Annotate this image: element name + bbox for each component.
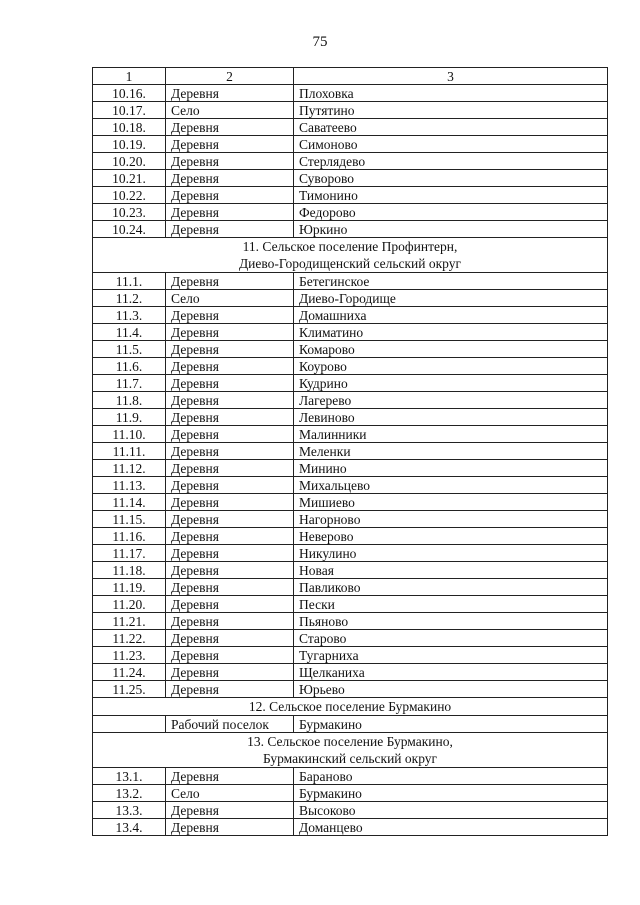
- settlement-name: Левиново: [294, 409, 608, 426]
- row-number: 11.20.: [93, 596, 166, 613]
- settlement-type: Деревня: [166, 477, 294, 494]
- table-row: [93, 187, 608, 204]
- row-number: [93, 716, 166, 733]
- section-title: 12. Сельское поселение Бурмакино: [93, 698, 608, 716]
- row-number: 11.23.: [93, 647, 166, 664]
- settlement-type: Село: [166, 785, 294, 802]
- table-row: [93, 221, 608, 238]
- settlement-type: Деревня: [166, 358, 294, 375]
- settlement-type: Деревня: [166, 204, 294, 221]
- section-subheader: [93, 750, 608, 768]
- row-number: 11.6.: [93, 358, 166, 375]
- settlement-name: Плоховка: [294, 85, 608, 102]
- settlement-name: Лагерево: [294, 392, 608, 409]
- table-row: [93, 324, 608, 341]
- row-number: 11.8.: [93, 392, 166, 409]
- row-number: 11.15.: [93, 511, 166, 528]
- settlement-name: Доманцево: [294, 819, 608, 836]
- row-number: 10.20.: [93, 153, 166, 170]
- settlement-name: Бурмакино: [294, 785, 608, 802]
- table-row: [93, 819, 608, 836]
- settlement-name: Бараново: [294, 768, 608, 785]
- table-row: [93, 409, 608, 426]
- row-number: 11.25.: [93, 681, 166, 698]
- table-row: [93, 647, 608, 664]
- row-number: 11.16.: [93, 528, 166, 545]
- table-row: [93, 375, 608, 392]
- settlement-type: Деревня: [166, 170, 294, 187]
- row-number: 11.10.: [93, 426, 166, 443]
- settlement-name: Климатино: [294, 324, 608, 341]
- table-row: [93, 290, 608, 307]
- settlement-type: Село: [166, 102, 294, 119]
- settlement-name: Меленки: [294, 443, 608, 460]
- settlement-name: Путятино: [294, 102, 608, 119]
- settlement-name: Юркино: [294, 221, 608, 238]
- table-row: [93, 170, 608, 187]
- row-number: 11.9.: [93, 409, 166, 426]
- row-number: 10.21.: [93, 170, 166, 187]
- settlement-name: Тугарниха: [294, 647, 608, 664]
- settlement-type: Деревня: [166, 85, 294, 102]
- section-title: 13. Сельское поселение Бурмакино,: [93, 733, 608, 751]
- table-row: [93, 528, 608, 545]
- settlement-type: Деревня: [166, 562, 294, 579]
- table-row: [93, 802, 608, 819]
- settlement-name: Симоново: [294, 136, 608, 153]
- settlement-type: Деревня: [166, 409, 294, 426]
- row-number: 11.1.: [93, 273, 166, 290]
- settlement-type: Деревня: [166, 443, 294, 460]
- table-row: [93, 613, 608, 630]
- settlement-name: Михальцево: [294, 477, 608, 494]
- section-header: [93, 733, 608, 751]
- table-row: [93, 426, 608, 443]
- table-row: [93, 136, 608, 153]
- settlement-name: Малинники: [294, 426, 608, 443]
- settlement-type: Деревня: [166, 426, 294, 443]
- settlement-name: Саватеево: [294, 119, 608, 136]
- settlement-name: Бетегинское: [294, 273, 608, 290]
- settlement-name: Федорово: [294, 204, 608, 221]
- settlement-name: Суворово: [294, 170, 608, 187]
- settlement-name: Минино: [294, 460, 608, 477]
- table-row: [93, 545, 608, 562]
- settlements-table-body: [93, 68, 608, 836]
- table-row: [93, 204, 608, 221]
- column-header-2: 2: [166, 68, 294, 85]
- settlement-type: Деревня: [166, 802, 294, 819]
- table-row: [93, 477, 608, 494]
- table-row: [93, 307, 608, 324]
- table-row: [93, 511, 608, 528]
- settlement-name: Стерлядево: [294, 153, 608, 170]
- row-number: 11.19.: [93, 579, 166, 596]
- table-row: [93, 664, 608, 681]
- settlement-type: Деревня: [166, 494, 294, 511]
- row-number: 11.7.: [93, 375, 166, 392]
- settlement-name: Кудрино: [294, 375, 608, 392]
- row-number: 10.17.: [93, 102, 166, 119]
- settlement-name: Щелканиха: [294, 664, 608, 681]
- row-number: 13.1.: [93, 768, 166, 785]
- settlement-name: Диево-Городище: [294, 290, 608, 307]
- settlement-name: Коурово: [294, 358, 608, 375]
- row-number: 11.22.: [93, 630, 166, 647]
- table-row: [93, 443, 608, 460]
- table-row: [93, 596, 608, 613]
- settlement-type: Деревня: [166, 187, 294, 204]
- row-number: 10.16.: [93, 85, 166, 102]
- row-number: 10.24.: [93, 221, 166, 238]
- settlement-type: Деревня: [166, 768, 294, 785]
- row-number: 11.13.: [93, 477, 166, 494]
- settlement-name: Пески: [294, 596, 608, 613]
- row-number: 10.23.: [93, 204, 166, 221]
- table-row: [93, 85, 608, 102]
- row-number: 11.24.: [93, 664, 166, 681]
- settlement-name: Юрьево: [294, 681, 608, 698]
- settlement-type: Деревня: [166, 545, 294, 562]
- settlement-type: Деревня: [166, 153, 294, 170]
- table-row: [93, 716, 608, 733]
- table-row: [93, 341, 608, 358]
- settlement-type: Деревня: [166, 307, 294, 324]
- table-row: [93, 358, 608, 375]
- settlement-type: Деревня: [166, 221, 294, 238]
- section-header: [93, 238, 608, 256]
- table-header-row: [93, 68, 608, 85]
- section-subheader: [93, 255, 608, 273]
- table-row: [93, 562, 608, 579]
- settlement-type: Деревня: [166, 119, 294, 136]
- settlement-type: Деревня: [166, 613, 294, 630]
- section-title: 11. Сельское поселение Профинтерн,: [93, 238, 608, 256]
- settlement-type: Деревня: [166, 136, 294, 153]
- row-number: 11.3.: [93, 307, 166, 324]
- settlement-type: Деревня: [166, 324, 294, 341]
- settlement-type: Деревня: [166, 681, 294, 698]
- settlement-name: Бурмакино: [294, 716, 608, 733]
- table-row: [93, 392, 608, 409]
- settlements-table: [92, 67, 608, 836]
- table-row: [93, 119, 608, 136]
- section-header: [93, 698, 608, 716]
- settlement-name: Пьяново: [294, 613, 608, 630]
- page-number: 75: [312, 34, 328, 50]
- table-row: [93, 102, 608, 119]
- settlement-name: Мишиево: [294, 494, 608, 511]
- settlement-name: Павликово: [294, 579, 608, 596]
- row-number: 10.18.: [93, 119, 166, 136]
- row-number: 11.21.: [93, 613, 166, 630]
- settlement-type: Деревня: [166, 647, 294, 664]
- settlement-type: Деревня: [166, 630, 294, 647]
- settlement-type: Деревня: [166, 273, 294, 290]
- table-row: [93, 460, 608, 477]
- row-number: 11.14.: [93, 494, 166, 511]
- settlement-type: Деревня: [166, 819, 294, 836]
- table-row: [93, 768, 608, 785]
- table-row: [93, 153, 608, 170]
- settlement-name: Тимонино: [294, 187, 608, 204]
- row-number: 11.5.: [93, 341, 166, 358]
- settlement-name: Неверово: [294, 528, 608, 545]
- row-number: 11.12.: [93, 460, 166, 477]
- column-header-3: 3: [294, 68, 608, 85]
- row-number: 10.22.: [93, 187, 166, 204]
- settlement-name: Нагорново: [294, 511, 608, 528]
- row-number: 13.4.: [93, 819, 166, 836]
- settlement-type: Деревня: [166, 375, 294, 392]
- settlement-type: Деревня: [166, 664, 294, 681]
- settlement-type: Деревня: [166, 511, 294, 528]
- settlement-name: Старово: [294, 630, 608, 647]
- settlement-name: Комарово: [294, 341, 608, 358]
- row-number: 13.3.: [93, 802, 166, 819]
- settlement-type: Деревня: [166, 392, 294, 409]
- table-row: [93, 681, 608, 698]
- column-header-1: 1: [93, 68, 166, 85]
- row-number: 11.17.: [93, 545, 166, 562]
- table-row: [93, 579, 608, 596]
- section-subtitle: Диево-Городищенский сельский округ: [93, 255, 608, 273]
- settlement-type: Деревня: [166, 341, 294, 358]
- row-number: 10.19.: [93, 136, 166, 153]
- table-row: [93, 273, 608, 290]
- settlement-type: Деревня: [166, 460, 294, 477]
- settlement-type: Деревня: [166, 579, 294, 596]
- table-row: [93, 785, 608, 802]
- table-row: [93, 494, 608, 511]
- settlement-name: Высоково: [294, 802, 608, 819]
- row-number: 11.4.: [93, 324, 166, 341]
- settlement-type: Рабочий поселок: [166, 716, 294, 733]
- section-subtitle: Бурмакинский сельский округ: [93, 750, 608, 768]
- row-number: 13.2.: [93, 785, 166, 802]
- row-number: 11.11.: [93, 443, 166, 460]
- settlement-name: Новая: [294, 562, 608, 579]
- settlement-type: Деревня: [166, 596, 294, 613]
- settlement-type: Деревня: [166, 528, 294, 545]
- settlement-name: Никулино: [294, 545, 608, 562]
- settlement-name: Домашниха: [294, 307, 608, 324]
- row-number: 11.2.: [93, 290, 166, 307]
- row-number: 11.18.: [93, 562, 166, 579]
- settlement-type: Село: [166, 290, 294, 307]
- table-row: [93, 630, 608, 647]
